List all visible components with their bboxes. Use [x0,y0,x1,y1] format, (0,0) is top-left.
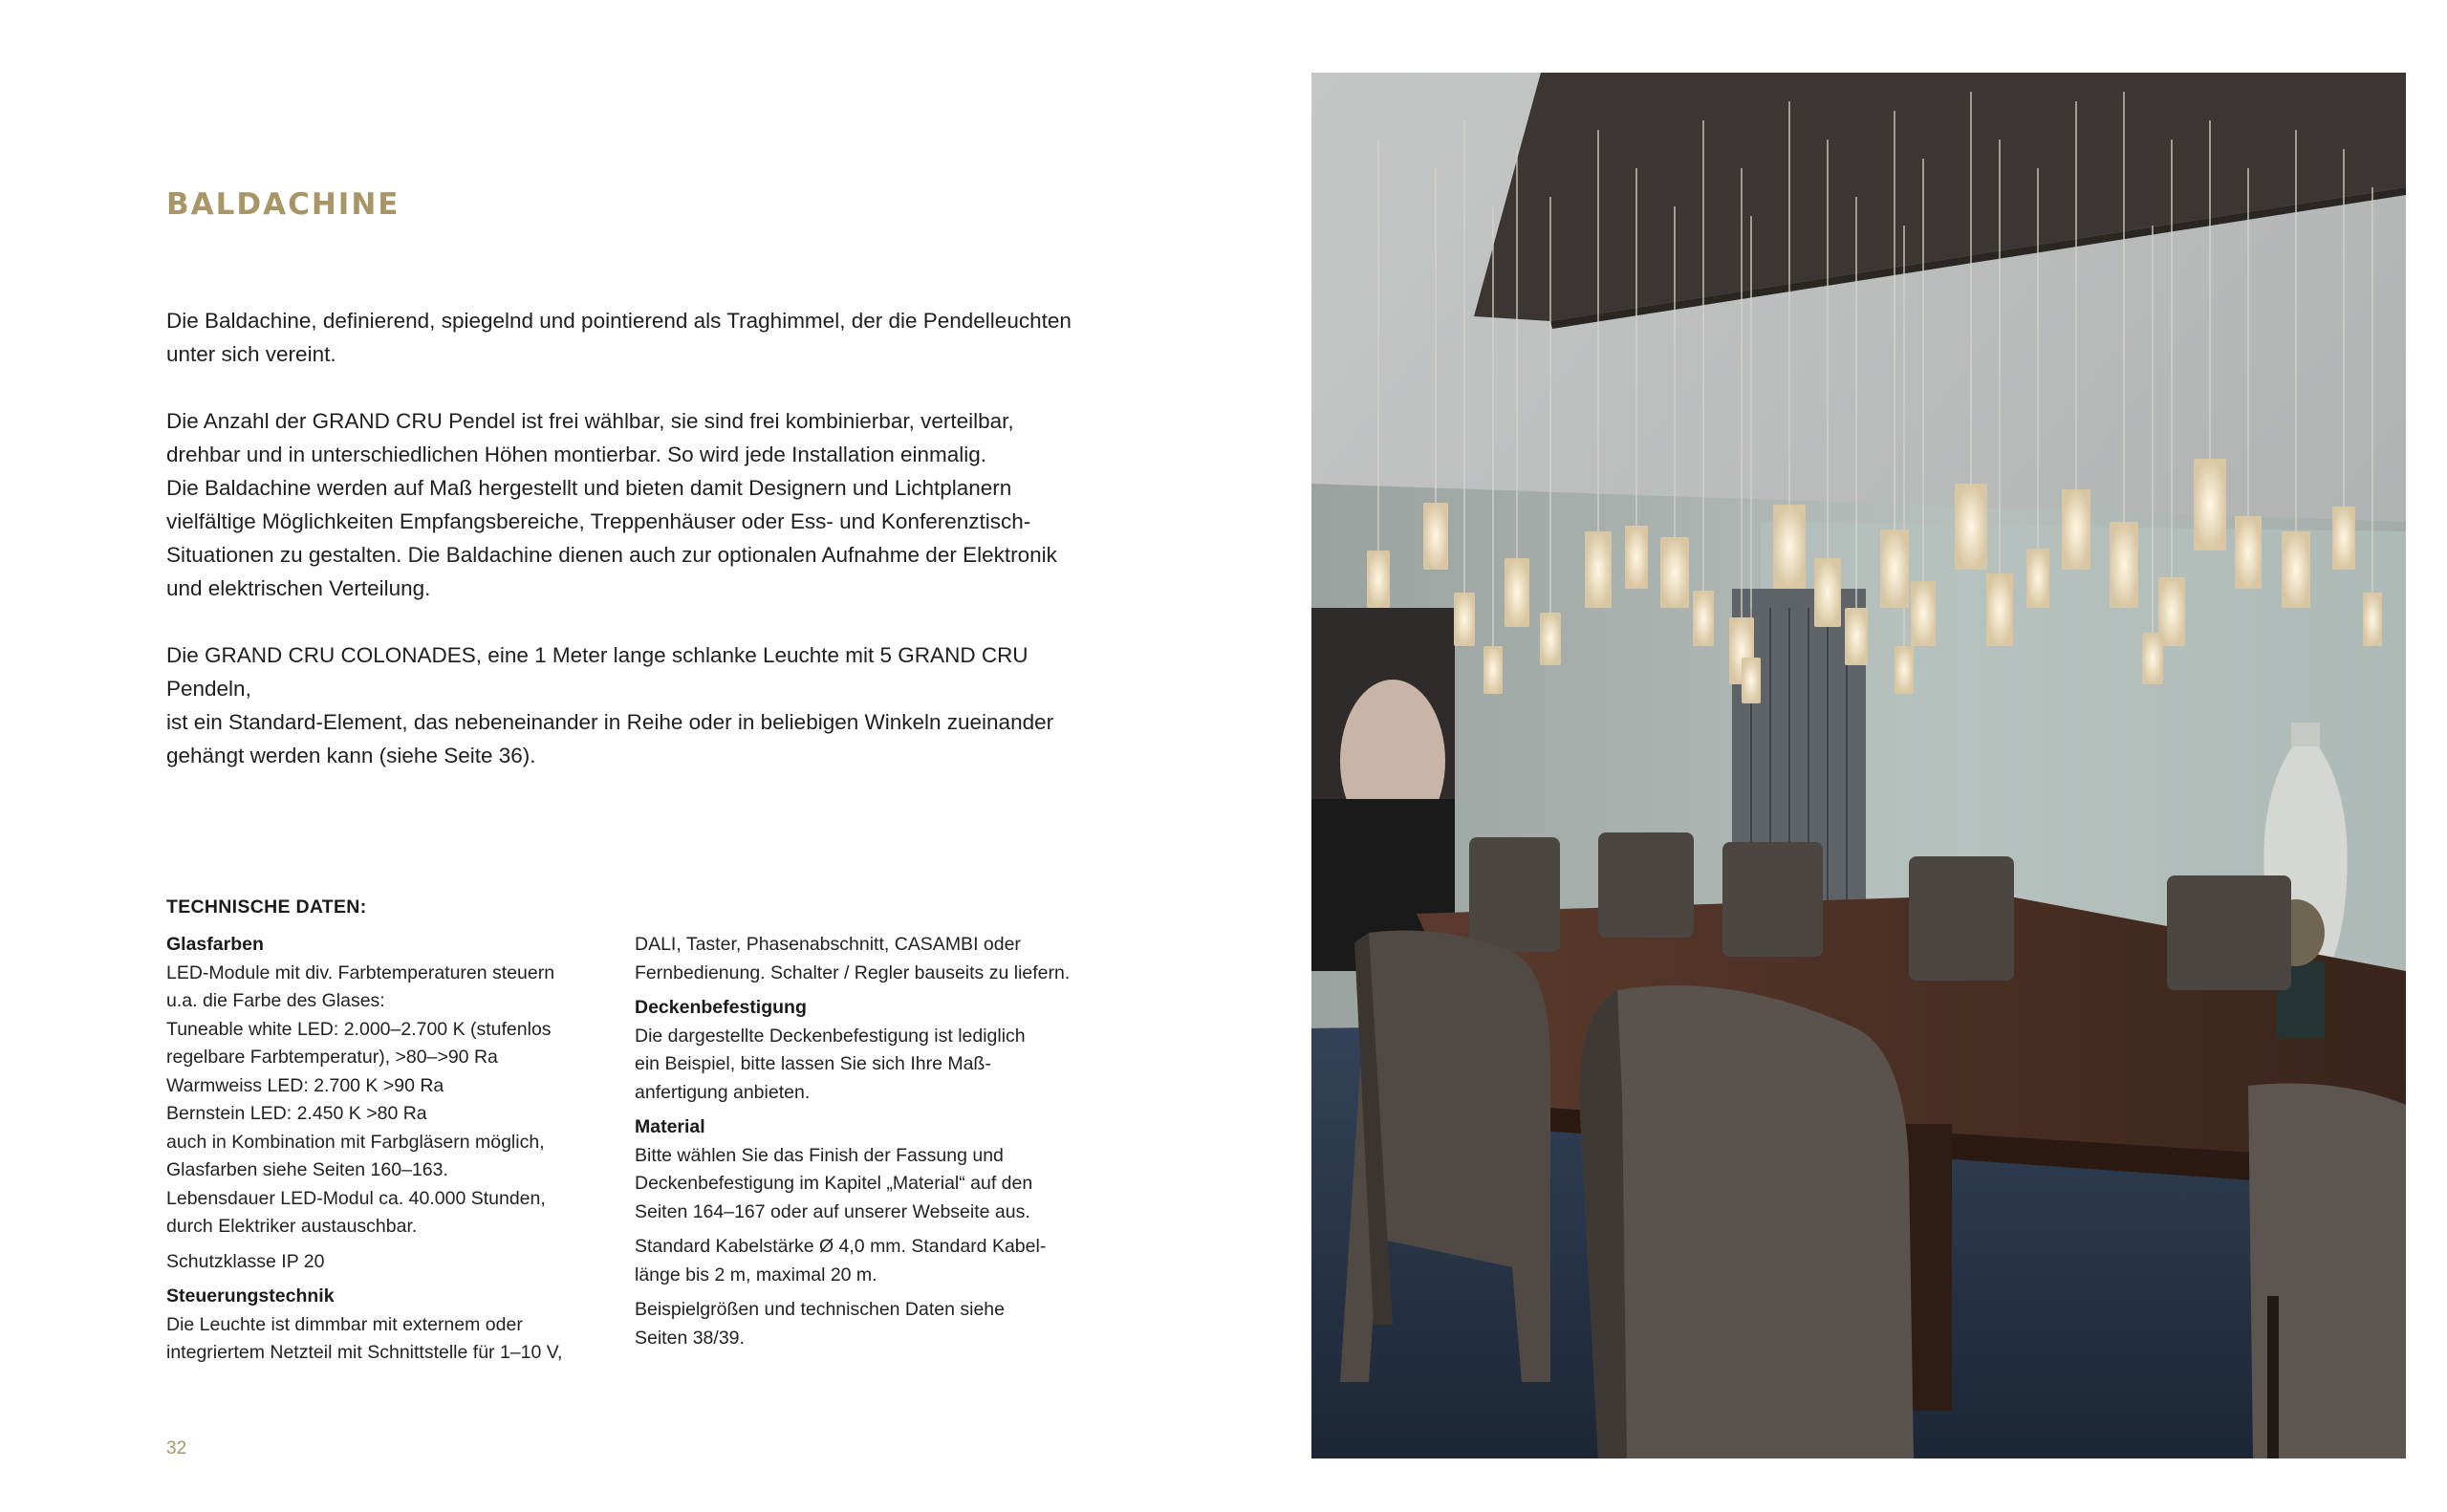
tech-data-heading: TECHNISCHE DATEN: [166,896,367,918]
kabel-line: länge bis 2 m, maximal 20 m. [635,1264,877,1285]
steuerung-line: Fernbedienung. Schalter / Regler bauseits zu liefern. [635,961,1071,983]
photo-illustration [1311,73,2406,1458]
pendant-light [2110,522,2138,608]
pendant-light [1423,503,1448,570]
glasfarben-line: Glasfarben siehe Seiten 160–163. [166,1159,448,1180]
pendant-light [1880,529,1909,608]
pendant-light [2142,633,2163,684]
conference-room-photo [1311,73,2406,1458]
pendant-light [1454,593,1475,646]
intro-line: drehbar und in unterschiedlichen Höhen montierbar. So wird jede Installation einmalig. [166,443,987,466]
glasfarben-line: u.a. die Farbe des Glases: [166,990,385,1011]
intro-line: Situationen zu gestalten. Die Baldachine dienen auch zur optionalen Aufnahme der Elektronik [166,543,1057,567]
pendant-light [1895,646,1914,694]
glasfarben-line: Warmweiss LED: 2.700 K >90 Ra [166,1074,444,1096]
beispiel-line: Beispielgrößen und technischen Daten siehe [635,1299,1006,1320]
steuerung-line: integriertem Netzteil mit Schnittstelle für 1–10 V, [166,1342,563,1363]
steuerung-title: Steuerungstechnik [166,1285,335,1307]
pendant-light [2062,489,2090,570]
pendant-light [1742,658,1761,703]
glasfarben-line: LED-Module mit div. Farbtemperaturen steuern [166,961,555,983]
pendant-light [1845,608,1868,665]
intro-paragraph-2 [166,404,1084,605]
deckenbefestigung-line: anfertigung anbieten. [635,1081,811,1103]
intro-line: unter sich vereint. [166,342,336,366]
intro-line: und elektrischen Verteilung. [166,576,431,600]
pendant-light [1773,505,1806,589]
pendant-light [1955,484,1987,570]
intro-line: ist ein Standard-Element, das nebeneinander in Reihe oder in beliebigen Winkeln zueinander [166,710,1054,734]
glasfarben-line: regelbare Farbtemperatur), >80–>90 Ra [166,1047,498,1068]
steuerung-line: Die Leuchte ist dimmbar mit externem oder [166,1313,523,1335]
page-number: 32 [166,1438,187,1458]
beispiel-line: Seiten 38/39. [635,1327,745,1349]
glasfarben-line: durch Elektriker austauschbar. [166,1216,418,1237]
glasfarben-title: Glasfarben [166,934,264,955]
pendant-light [2194,459,2226,551]
kabel-line: Standard Kabelstärke Ø 4,0 mm. Standard Kabel- [635,1236,1047,1257]
intro-paragraph-3 [166,638,1084,772]
tech-column-right [635,931,1074,1352]
material-line: Bitte wählen Sie das Finish der Fassung und [635,1144,1004,1166]
glasfarben-line: auch in Kombination mit Farbgläsern möglich, [166,1131,545,1153]
deckenbefestigung-title: Deckenbefestigung [635,997,807,1018]
page-title: BALDACHINE [166,187,401,222]
glasfarben-line: Tuneable white LED: 2.000–2.700 K (stufenlos [166,1018,552,1040]
glasfarben-text [166,960,596,1242]
pendant-light [1505,558,1529,627]
pendant-light [1540,613,1561,665]
material-line: Deckenbefestigung im Kapitel „Material“ auf den [635,1173,1033,1194]
material-line: Seiten 164–167 oder auf unserer Webseite aus. [635,1200,1030,1222]
pendant-light [2026,549,2049,608]
tech-column-left [166,931,596,1368]
pendant-light [1660,537,1689,608]
steuerung-line: DALI, Taster, Phasenabschnitt, CASAMBI oder [635,934,1021,955]
pendant-light [1693,591,1714,646]
pendant-light [2282,531,2310,608]
pendant-light [1625,526,1648,589]
intro-line: Die Baldachine, definierend, spiegelnd und pointierend als Traghimmel, der die Pendelleuchten [166,309,1072,333]
intro-line: Die Anzahl der GRAND CRU Pendel ist frei wählbar, sie sind frei kombinierbar, verteilbar, [166,409,1014,433]
glasfarben-line: Bernstein LED: 2.450 K >80 Ra [166,1103,427,1124]
pendant-light [2332,507,2355,570]
glasfarben-line: Lebensdauer LED-Modul ca. 40.000 Stunden, [166,1187,546,1209]
pendant-light [1483,646,1503,694]
pendant-light [1367,551,1390,608]
pendant-light [1585,531,1612,608]
intro-text [166,304,1084,772]
pendant-light [2235,516,2262,589]
pendant-light [1814,558,1841,627]
material-title: Material [635,1116,705,1137]
deckenbefestigung-line: Die dargestellte Deckenbefestigung ist lediglich [635,1025,1026,1047]
intro-line: vielfältige Möglichkeiten Empfangsbereiche, Treppenhäuser oder Ess- und Konferenztisch- [166,509,1031,533]
deckenbefestigung-line: ein Beispiel, bitte lassen Sie sich Ihre Maß- [635,1053,991,1074]
pendant-light [1986,573,2013,646]
intro-line: Die GRAND CRU COLONADES, eine 1 Meter lange schlanke Leuchte mit 5 GRAND CRU Pendeln, [166,643,1029,701]
pendant-light [2363,593,2382,646]
intro-line: Die Baldachine werden auf Maß hergestellt und bieten damit Designern und Lichtplanern [166,476,1012,500]
intro-paragraph-1 [166,304,1084,371]
pendant-light [1911,581,1936,646]
intro-line: gehängt werden kann (siehe Seite 36). [166,744,536,767]
schutzklasse-text: Schutzklasse IP 20 [166,1250,325,1272]
